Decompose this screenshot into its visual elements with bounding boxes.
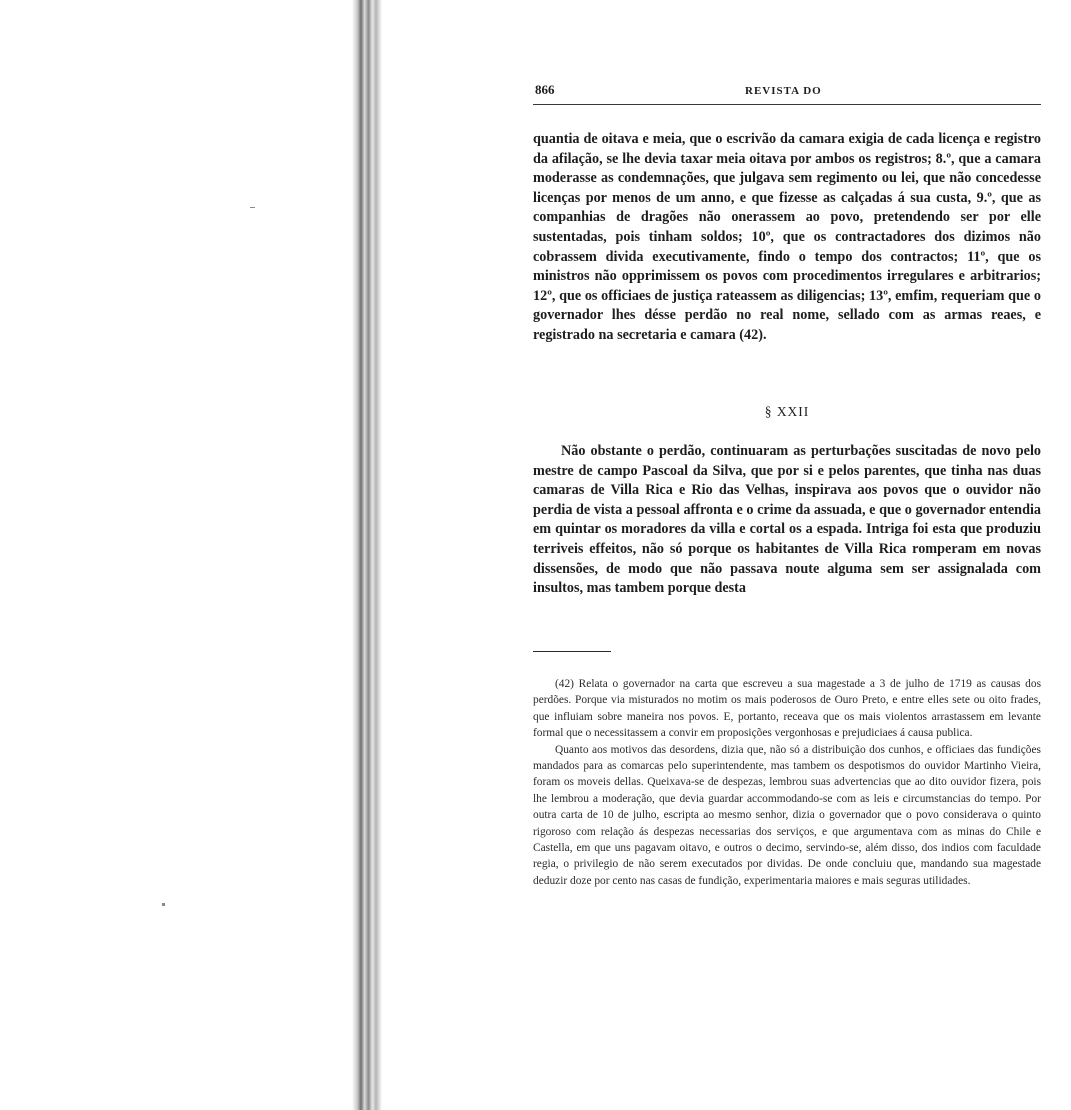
footnote-continuation: Quanto aos motivos das desordens, dizia que, não só a distribuição dos cunhos, e officiaes das fundições mandados para as comarcas pelo superintendente, mas tambem os despotismos do ouvidor Martinho Vieira, foram os moveis dellas. Queixava-se de despezas, lembrou suas advertencias que ao dito ouvidor fizera, pois lhe lembrou a moderação, que devia guardar accommodando-se com as leis e circumstancias do tempo. Por outra carta de 10 de julho, escripta ao mesmo senhor, dizia o governador que o povo considerava o quinto rigoroso com relação ás despezas necessarias dos serviços, e que argumentava com as minas do Chile e Castella, em que uns pagavam oitavo, e outros o decimo, servindo-se, além disso, dos indios com faculdade regia, o privilegio de não serem executados por dividas. De onde concluiu que, mandando sua magestade deduzir doze por cento nas casas de fundição, experimentaria maiores e mais seguras utilidades. — [533, 743, 1041, 887]
section-title: § XXII — [764, 404, 810, 419]
running-head: REVISTA DO — [745, 85, 822, 97]
scan-speck — [250, 207, 255, 208]
page-header — [533, 82, 1041, 104]
paragraph-text: quantia de oitava e meia, que o escrivão da camara exigia de cada licença e registro da afilação, se lhe devia taxar meia oitava por ambos os registros; 8.º, que a camara moderasse as condemnações, que julgava sem regimento ou lei, que não concedesse licenças por menos de um anno, e que fizesse as calçadas á sua custa, 9.º, que as companhias de dragões não onerassem ao povo, pretendendo ser por elle sustentadas, pois tinham soldos; 10º, que os contractadores dos dizimos não cobrassem divida executivamente, findo o tempo dos contractos; 11º, que os ministros não opprimissem os povos com procedimentos irregulares e arbitrarios; 12º, que os officiaes de justiça rateassem as diligencias; 13º, emfim, requeriam que o governador lhes désse perdão no real nome, sellado com as armas reaes, e registrado na secretaria e camara (42). — [533, 131, 1041, 343]
header-rule — [533, 104, 1041, 105]
scan-speck — [162, 903, 165, 906]
binding-gutter — [352, 0, 382, 1110]
book-page — [533, 82, 1041, 887]
footnote-rule — [533, 651, 611, 652]
paragraph-text: Não obstante o perdão, continuaram as perturbações suscitadas de novo pelo mestre de campo Pascoal da Silva, que por si e pelos parentes, que tinha nas duas camaras de Villa Rica e Rio das Velhas, inspirava aos povos que o ouvidor não perdia de vista a pessoal affronta e o crime da assuada, e que o governador entendia em quintar os moradores da villa e cortal os a espada. Intriga foi esta que produziu terriveis effeitos, não só porque os habitantes de Villa Rica romperam em novas dissensões, de modo que não passava noute alguma sem ser assignalada com insultos, mas tambem porque desta — [533, 443, 1041, 597]
footnote-42: (42) Relata o governador na carta que escreveu a sua magestade a 3 de julho de 1719 as causas dos perdões. Porque via misturados no motim os mais poderosos de Ouro Preto, e entre elles sete ou oito frades, que influiam sobre maneira nos povos. E, portanto, receava que os mais violentos arrastassem em levante formal que o necessitassem a convir em proposições vergonhosas e prejudiciaes á causa publica. — [533, 678, 1041, 740]
page-number: 866 — [535, 82, 555, 97]
body-paragraph-1 — [533, 130, 1041, 346]
footnotes — [533, 676, 1041, 889]
body-paragraph-2 — [533, 442, 1041, 599]
